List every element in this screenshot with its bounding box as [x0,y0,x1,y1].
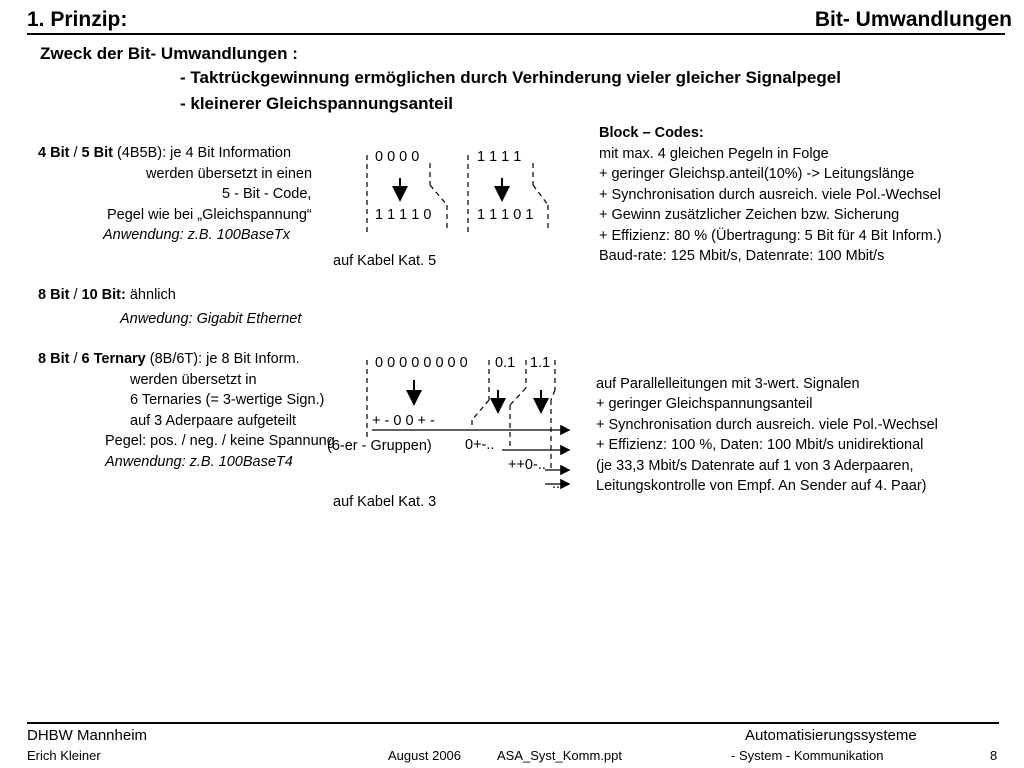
section-8b6t-line: Pegel: pos. / neg. / keine Spannung [105,433,335,449]
parallel-line: Leitungskontrolle von Empf. An Sender auf 4. Paar) [596,478,927,494]
ternary-output-3: ++0-.. [508,457,546,473]
section-4b5b-line: Pegel wie bei „Gleichspannung“ [107,207,312,223]
parallel-line: (je 33,3 Mbit/s Datenrate auf 1 von 3 Aderpaaren, [596,458,914,474]
ternary-output-2: 0+-.. [465,437,495,453]
footer-rule [27,722,999,724]
code-input-0000: 0 0 0 0 [375,149,420,165]
block-codes-line: mit max. 4 gleichen Pegeln in Folge [599,146,829,162]
code-input-octet-3: 1.1 [530,355,551,371]
parallel-line: + Effizienz: 100 %, Daten: 100 Mbit/s unidirektional [596,437,924,453]
code-output-11101: 1 1 1 0 1 [477,207,534,223]
cable-cat5-label: auf Kabel Kat. 5 [333,253,437,269]
code-output-11110: 1 1 1 1 0 [375,207,432,223]
footer-author: Erich Kleiner [27,748,101,763]
section-8b6t-line: werden übersetzt in [130,372,257,388]
code-input-octet-2: 0.1 [495,355,516,371]
ternary-output: + - 0 0 + - [372,413,435,429]
section-4b5b-application: Anwendung: z.B. 100BaseTx [103,227,291,243]
parallel-line: + Synchronisation durch ausreich. viele Pol.-Wechsel [596,417,938,433]
parallel-line: auf Parallelleitungen mit 3-wert. Signalen [596,376,860,392]
groups-label: (6-er - Gruppen) [327,438,432,454]
block-codes-line: + Synchronisation durch ausreich. viele Pol.-Wechsel [599,187,941,203]
parallel-line: + geringer Gleichspannungsanteil [596,396,813,412]
footer-course: Automatisierungssysteme [745,727,917,744]
section-8b10b-title: 8 Bit / 10 Bit: ähnlich [38,287,176,303]
section-4b5b-title: 4 Bit / 5 Bit (4B5B): je 4 Bit Information [38,145,292,161]
section-8b6t-line: 6 Ternaries (= 3-wertige Sign.) [130,392,325,408]
dashed-separator [430,185,447,205]
purpose-point: - Taktrückgewinnung ermöglichen durch Verhinderung vieler gleicher Signalpegel [180,68,841,87]
section-8b6t-title: 8 Bit / 6 Ternary (8B/6T): je 8 Bit Inform. [38,351,300,367]
dashed-separator [472,400,489,420]
section-8b6t-application: Anwendung: z.B. 100BaseT4 [105,454,293,470]
block-codes-title: Block – Codes: [599,125,704,141]
section-8b10b-application: Anwedung: Gigabit Ethernet [120,311,302,327]
dashed-separator [533,185,548,205]
page-title: Bit- Umwandlungen [814,8,1012,31]
footer-page-number: 8 [990,748,998,763]
block-codes-line: + Gewinn zusätzlicher Zeichen bzw. Sicherung [599,207,900,223]
footer-date: August 2006 [388,748,462,763]
footer-file: ASA_Syst_Komm.ppt [497,748,622,763]
page-section-title: 1. Prinzip: [27,8,128,31]
block-codes-line: + geringer Gleichsp.anteil(10%) -> Leitungslänge [599,166,915,182]
code-input-1111: 1 1 1 1 [477,149,522,165]
purpose-point: - kleinerer Gleichspannungsanteil [180,94,454,113]
block-codes-line: + Effizienz: 80 % (Übertragung: 5 Bit für 4 Bit Inform.) [599,228,942,244]
section-4b5b-line: 5 - Bit - Code, [222,186,312,202]
code-input-octet: 0 0 0 0 0 0 0 0 [375,355,468,371]
block-codes-line: Baud-rate: 125 Mbit/s, Datenrate: 100 Mbit/s [599,248,885,264]
cable-cat3-label: auf Kabel Kat. 3 [333,494,437,510]
footer-org: DHBW Mannheim [27,727,148,744]
purpose-heading: Zweck der Bit- Umwandlungen : [40,44,298,63]
dashed-separator [551,390,555,400]
ternary-output-4: .. [552,476,561,492]
footer-topic: - System - Kommunikation [731,748,884,763]
section-4b5b-line: werden übersetzt in einen [146,166,313,182]
section-8b6t-line: auf 3 Aderpaare aufgeteilt [130,413,297,429]
dashed-separator [510,388,526,405]
